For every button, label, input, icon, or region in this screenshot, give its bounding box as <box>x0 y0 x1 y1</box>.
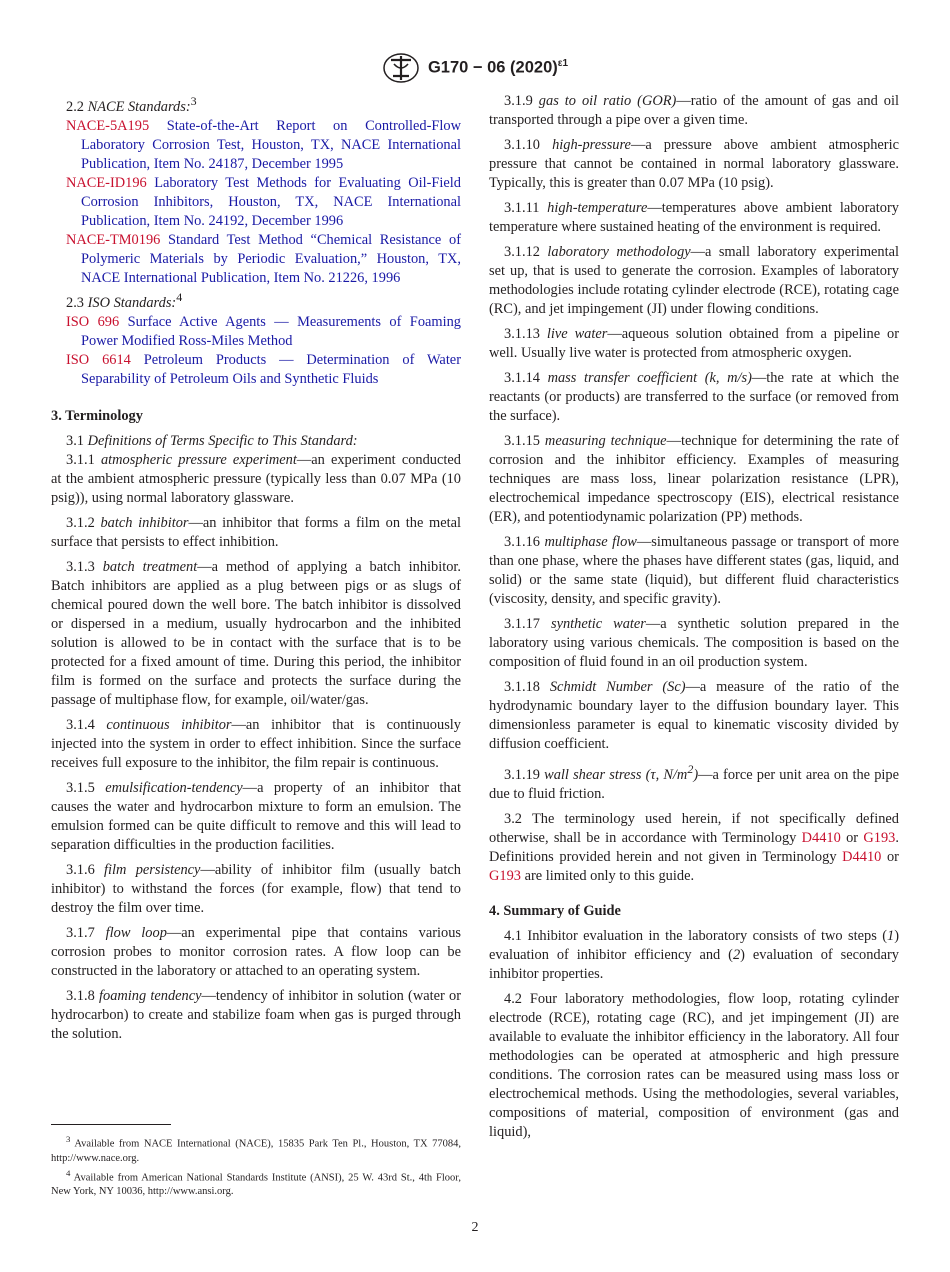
term-3-1-6: 3.1.6 film persistency—ability of inhibitor film (usually batch inhibitor) to withstand the forces (for example, flow) that tend to destroy the film over time. <box>51 861 461 916</box>
term-3-1-2: 3.1.2 batch inhibitor—an inhibitor that forms a film on the metal surface that persists to effect inhibition. <box>51 514 461 550</box>
ref-nace-tm0196[interactable]: NACE-TM0196 Standard Test Method “Chemical Resistance of Polymeric Materials by Periodic Evaluation,” Houston, TX, NACE International Publication, Item No. 21226, 1996 <box>66 231 461 286</box>
paragraph-4-2: 4.2 Four laboratory methodologies, flow loop, rotating cylinder electrode (RCE), rotating cage (RC), and jet impingement (JI) are available to evaluate the inhibitor efficiency in the laboratory. All four methodologies can be operated at atmospheric and high pressure conditions. The corrosion rates can be measured using mass loss or electrochemical methods. Using the methodologies, several variables, compositions of material, composition of environment (gas and liquid), <box>489 990 899 1140</box>
term-3-1-1: 3.1.1 atmospheric pressure experiment—an experiment conducted at the ambient atmospheric pressure (typically less than 0.07 MPa (10 psig)), using normal laboratory glassware. <box>51 451 461 506</box>
term-3-1-17: 3.1.17 synthetic water—a synthetic solution prepared in the laboratory using various chemicals. The composition is based on the composition of fluid found in an oil production system. <box>489 616 899 670</box>
ref-nace-id196[interactable]: NACE-ID196 Laboratory Test Methods for Evaluating Oil-Field Corrosion Inhibitors, Houston, TX, NACE International Publication, Item No. 24192, December 1996 <box>66 174 461 229</box>
left-column <box>51 92 461 1050</box>
section-4-heading: 4. Summary of Guide <box>489 902 621 919</box>
term-3-1-12: 3.1.12 laboratory methodology—a small laboratory experimental set up, that is used to generate the corrosion. Examples of laboratory methodologies include rotating cylinder electrode (RCE), rotating cage (RC), and jet impingement (JI) under flowing conditions. <box>489 244 899 317</box>
standard-designation: G170 − 06 $(2020)^{\varepsilon 1}$ <box>427 58 569 77</box>
term-3-1-14: 3.1.14 mass transfer coefficient (k, m/s)—the rate at which the reactants (or products) are transferred to the surface (or removed from the surface). <box>489 370 899 424</box>
ref-nace-5a195[interactable]: NACE-5A195 State-of-the-Art Report on Controlled-Flow Laboratory Corrosion Test, Houston, TX, NACE International Publication, Item No. 24187, December 1995 <box>66 117 461 172</box>
footnote-3: $^3$ Available from NACE International (NACE), 15835 Park Ten Pl., Houston, TX 77084, http://www.nace.org. <box>51 1134 462 1164</box>
footnotes <box>51 1132 461 1199</box>
section-3-heading: 3. Terminology <box>51 407 143 424</box>
paragraph-4-1: 4.1 Inhibitor evaluation in the laboratory consists of two steps (1) evaluation of inhibitor efficiency and (2) evaluation of secondary inhibitor properties. <box>489 927 899 982</box>
paragraph-3-2: 3.2 The terminology used herein, if not specifically defined otherwise, shall be in accordance with Terminology D4410 or G193. Definitions provided herein and not given in Terminology D4410 or G193 are limited only to this guide. <box>489 810 899 884</box>
page-header <box>0 52 950 84</box>
ref-iso-696[interactable]: ISO 696 Surface Active Agents — Measurements of Foaming Power Modified Ross-Miles Method <box>66 313 461 349</box>
iso-standards-heading: 2.3 ISO Standards:$^4$ <box>66 289 183 311</box>
term-3-1-5: 3.1.5 emulsification-tendency—a property of an inhibitor that causes the water and hydrocarbon mixture to form an emulsion. The emulsion formed can be quite difficult to remove and this will lead to separation difficulties in the production facilities. <box>51 779 461 853</box>
right-column <box>489 92 899 1148</box>
astm-logo-icon <box>382 52 420 84</box>
ref-iso-6614[interactable]: ISO 6614 Petroleum Products — Determination of Water Separability of Petroleum Oils and Synthetic Fluids <box>66 351 461 387</box>
link-g193-2[interactable]: G193 <box>489 867 521 884</box>
footnote-divider <box>51 1124 171 1125</box>
term-3-1-13: 3.1.13 live water—aqueous solution obtained from a pipeline or well. Usually live water is protected from atmospheric oxygen. <box>489 326 900 361</box>
footnote-4: $^4$ Available from American National Standards Institute (ANSI), 25 W. 43rd St., 4th Floor, New York, NY 10036, http://www.ansi.org. <box>51 1167 461 1197</box>
term-3-1-10: 3.1.10 high-pressure—a pressure above ambient atmospheric pressure that cannot be contained in normal laboratory glassware. Typically, this is greater than 0.07 MPa (10 psig). <box>489 137 899 191</box>
link-d4410-2[interactable]: D4410 <box>842 848 882 865</box>
term-3-1-16: 3.1.16 multiphase flow—simultaneous passage or transport of more than one phase, where the phases have different states (gas, liquid, and solid) or the same state (liquid), but different fluid characteristics (viscosity, density, and specific gravity). <box>489 534 899 607</box>
link-g193[interactable]: G193 <box>863 829 896 846</box>
term-3-1-11: 3.1.11 high-temperature—temperatures above ambient laboratory temperature where sustained heating of the environment is required. <box>489 200 899 235</box>
term-3-1-19: 3.1.19 wall shear stress (τ, $N/m^2)—a$ force per unit area on the pipe due to fluid friction. <box>489 762 899 802</box>
term-3-1-7: 3.1.7 flow loop—an experimental pipe that contains various corrosion probes to monitor corrosion rates. A flow loop can be constructed in the laboratory or attached to an operating system. <box>51 924 461 979</box>
nace-standards-heading: 2.2 NACE Standards:$^3$ <box>66 94 197 115</box>
term-3-1-3: 3.1.3 batch treatment—a method of applying a batch inhibitor. Batch inhibitors are applied as a plug between pigs or as slugs of chemical poured down the well bore. The batch inhibitor is dissolved or dispersed in a medium, usually hydrocarbon and the inhibited solution is allowed to be in contact with the surface that is to be protected for a fixed amount of time. During this period, the inhibitor film is formed on the surface and protects the surface during the passage of multiphase flow, for example, oil/water/gas. <box>51 558 461 708</box>
term-3-1-15: 3.1.15 measuring technique—technique for determining the rate of corrosion and the inhibitor efficiency. Examples of measuring techniques are mass loss, linear polarization resistance (LPR), electrochemical impedance spectroscopy (EIS), electrical resistance (ER), and potentiodynamic polarization (PP) methods. <box>489 433 899 525</box>
definitions-heading: 3.1 Definitions of Terms Specific to This Standard: <box>66 432 358 449</box>
term-3-1-18: 3.1.18 Schmidt Number (Sc)—a measure of the ratio of the hydrodynamic boundary layer to the diffusion boundary layer. This dimensionless parameter is equal to kinematic viscosity divided by diffusion coefficient. <box>489 679 899 752</box>
term-3-1-4: 3.1.4 continuous inhibitor—an inhibitor that is continuously injected into the system in order to effect inhibition. Since the surface receives full exposure to the inhibitor, the film repair is continuous. <box>51 716 461 771</box>
term-3-1-8: 3.1.8 foaming tendency—tendency of inhibitor in solution (water or hydrocarbon) to create and stabilize foam when gas is purged through the solution. <box>51 987 462 1042</box>
page-number: 2 <box>471 1220 479 1235</box>
term-3-1-9: 3.1.9 gas to oil ratio (GOR)—ratio of the amount of gas and oil transported through a pipe over a given time. <box>489 93 899 128</box>
link-d4410[interactable]: D4410 <box>801 829 841 846</box>
